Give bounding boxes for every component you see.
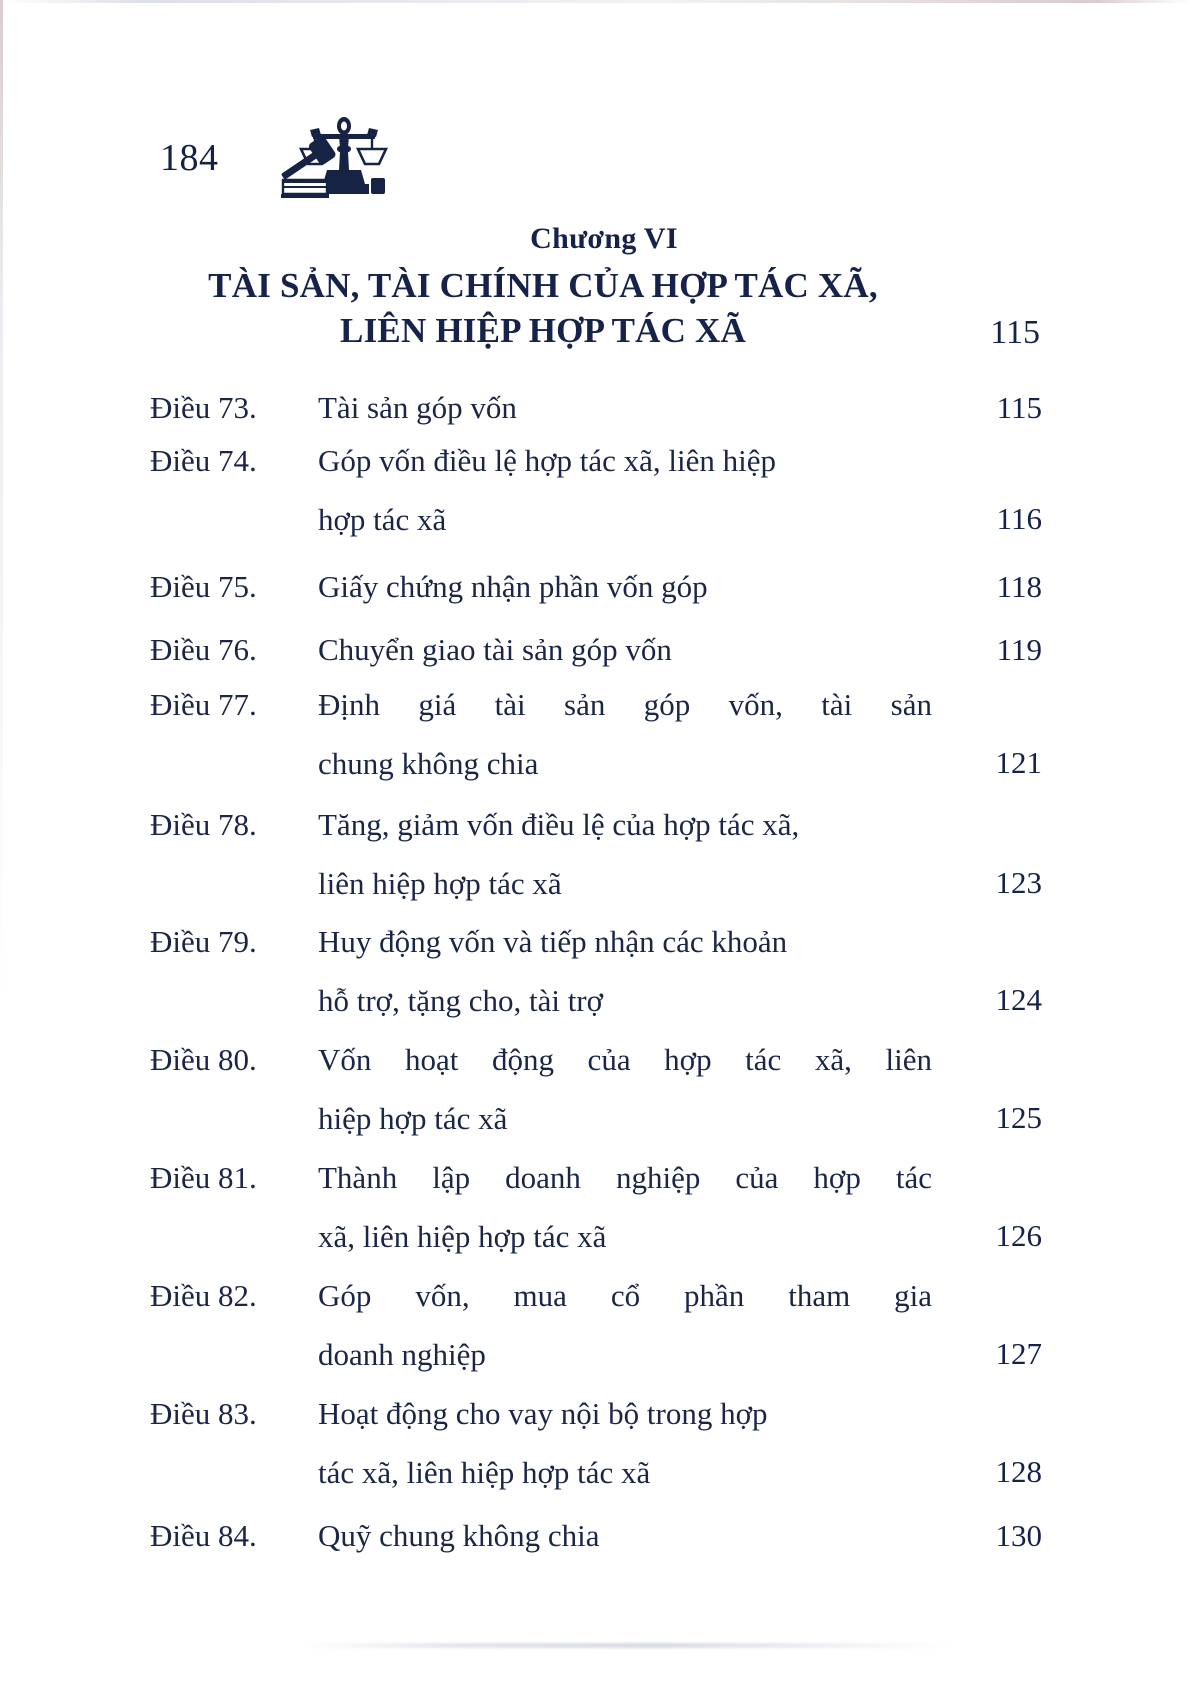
chapter-heading xyxy=(150,222,1040,354)
toc-entry-number: Điều 76. xyxy=(150,632,257,667)
chapter-label: Chương VI xyxy=(530,222,678,255)
toc-entry-number: Điều 84. xyxy=(150,1518,257,1553)
toc-entry-number: Điều 82. xyxy=(150,1278,257,1313)
toc-entry-title xyxy=(318,634,938,665)
toc-entry-page xyxy=(938,571,1042,602)
chapter-title-line2: LIÊN HIỆP HỢP TÁC XÃ xyxy=(340,310,746,350)
toc-entry-title xyxy=(318,1280,938,1370)
toc-entry-line2: liên hiệp hợp tác xã xyxy=(318,866,562,901)
toc-entry-page xyxy=(938,392,1042,423)
toc-entry[interactable] xyxy=(150,571,1042,602)
toc-entry-line2: doanh nghiệp xyxy=(318,1337,486,1372)
toc-entry[interactable] xyxy=(150,926,1042,1016)
toc-entry-line1: Chuyển giao tài sản góp vốn xyxy=(318,632,672,667)
toc-entry-line1: Vốn hoạt động của hợp tác xã, liên xyxy=(318,1042,932,1077)
scan-edge-bottom xyxy=(300,1643,950,1648)
toc-entry-number: Điều 78. xyxy=(150,807,257,842)
toc-entry-page-number: 118 xyxy=(996,569,1042,604)
toc-entry-page-number: 123 xyxy=(995,865,1042,900)
toc-entry-line2: hỗ trợ, tặng cho, tài trợ xyxy=(318,983,604,1018)
toc-entry-number: Điều 74. xyxy=(150,443,257,478)
toc-entry-page xyxy=(938,634,1042,665)
toc-entry-title xyxy=(318,571,938,602)
toc-entry-number: Điều 73. xyxy=(150,390,257,425)
toc-entry-number: Điều 80. xyxy=(150,1042,257,1077)
toc-entry-page-number: 130 xyxy=(995,1518,1042,1553)
toc-entry[interactable] xyxy=(150,392,1042,423)
scales-gavel-book-icon xyxy=(255,108,405,208)
running-head xyxy=(160,108,405,208)
toc-entry-number: Điều 83. xyxy=(150,1396,257,1431)
toc-entry-title xyxy=(318,809,938,899)
toc-entry-page-number: 127 xyxy=(995,1336,1042,1371)
toc-entry-line1: Thành lập doanh nghiệp của hợp tác xyxy=(318,1160,932,1195)
toc-entry-page-number: 115 xyxy=(996,390,1042,425)
toc-entry-line1: Quỹ chung không chia xyxy=(318,1518,600,1553)
toc-entry[interactable] xyxy=(150,1162,1042,1252)
toc-entry-page-number: 116 xyxy=(996,501,1042,536)
toc-entry-line1: Tài sản góp vốn xyxy=(318,390,517,425)
toc-entry-line2: xã, liên hiệp hợp tác xã xyxy=(318,1219,607,1254)
toc-entry-number: Điều 77. xyxy=(150,687,257,722)
toc-entry-number: Điều 81. xyxy=(150,1160,257,1195)
chapter-title-line1: TÀI SẢN, TÀI CHÍNH CỦA HỢP TÁC XÃ, xyxy=(208,266,878,305)
toc-entry[interactable] xyxy=(150,445,1042,535)
toc-entry-page-number: 125 xyxy=(995,1100,1042,1135)
toc-entry-line1: Hoạt động cho vay nội bộ trong hợp xyxy=(318,1396,768,1431)
toc-entry-title xyxy=(318,1162,938,1252)
toc-entry-line2: hiệp hợp tác xã xyxy=(318,1101,508,1136)
toc-entry-line1: Huy động vốn và tiếp nhận các khoản xyxy=(318,924,788,959)
toc-entry-line1: Giấy chứng nhận phần vốn góp xyxy=(318,569,708,604)
toc-entry[interactable] xyxy=(150,689,1042,779)
scan-edge-left xyxy=(0,0,3,1684)
toc-entry[interactable] xyxy=(150,634,1042,665)
chapter-page-number: 115 xyxy=(990,313,1040,351)
toc-entry-title xyxy=(318,1398,938,1488)
toc-entry-page-number: 119 xyxy=(996,632,1042,667)
toc-entry-line1: Góp vốn điều lệ hợp tác xã, liên hiệp xyxy=(318,443,777,478)
toc-entry[interactable] xyxy=(150,1044,1042,1134)
toc-list xyxy=(150,392,1042,1551)
toc-entry[interactable] xyxy=(150,1398,1042,1488)
toc-entry-title xyxy=(318,926,938,1016)
toc-entry-line1: Tăng, giảm vốn điều lệ của hợp tác xã, xyxy=(318,807,800,842)
page-number: 184 xyxy=(160,137,219,179)
toc-entry-number: Điều 75. xyxy=(150,569,257,604)
toc-entry[interactable] xyxy=(150,1280,1042,1370)
toc-entry-page-number: 128 xyxy=(995,1454,1042,1489)
chapter-title xyxy=(150,264,936,354)
toc-entry-page-number: 121 xyxy=(995,745,1042,780)
toc-entry-line2: tác xã, liên hiệp hợp tác xã xyxy=(318,1455,651,1490)
toc-entry-line2: hợp tác xã xyxy=(318,502,447,537)
toc-entry-line1: Định giá tài sản góp vốn, tài sản xyxy=(318,687,932,722)
toc-entry-title xyxy=(318,1044,938,1134)
toc-entry-line2: chung không chia xyxy=(318,746,539,781)
toc-entry[interactable] xyxy=(150,1520,1042,1551)
toc-entry-page xyxy=(938,1520,1042,1551)
chapter-title-row xyxy=(150,264,1040,354)
toc-entry-title xyxy=(318,689,938,779)
toc-entry-title xyxy=(318,392,938,423)
toc-entry-page-number: 126 xyxy=(995,1218,1042,1253)
scan-edge-top xyxy=(0,0,1190,3)
toc-entry-page-number: 124 xyxy=(995,982,1042,1017)
toc-entry-line1: Góp vốn, mua cổ phần tham gia xyxy=(318,1278,932,1313)
toc-entry-title xyxy=(318,445,938,535)
toc-entry-number: Điều 79. xyxy=(150,924,257,959)
toc-entry-title xyxy=(318,1520,938,1551)
toc-entry[interactable] xyxy=(150,809,1042,899)
